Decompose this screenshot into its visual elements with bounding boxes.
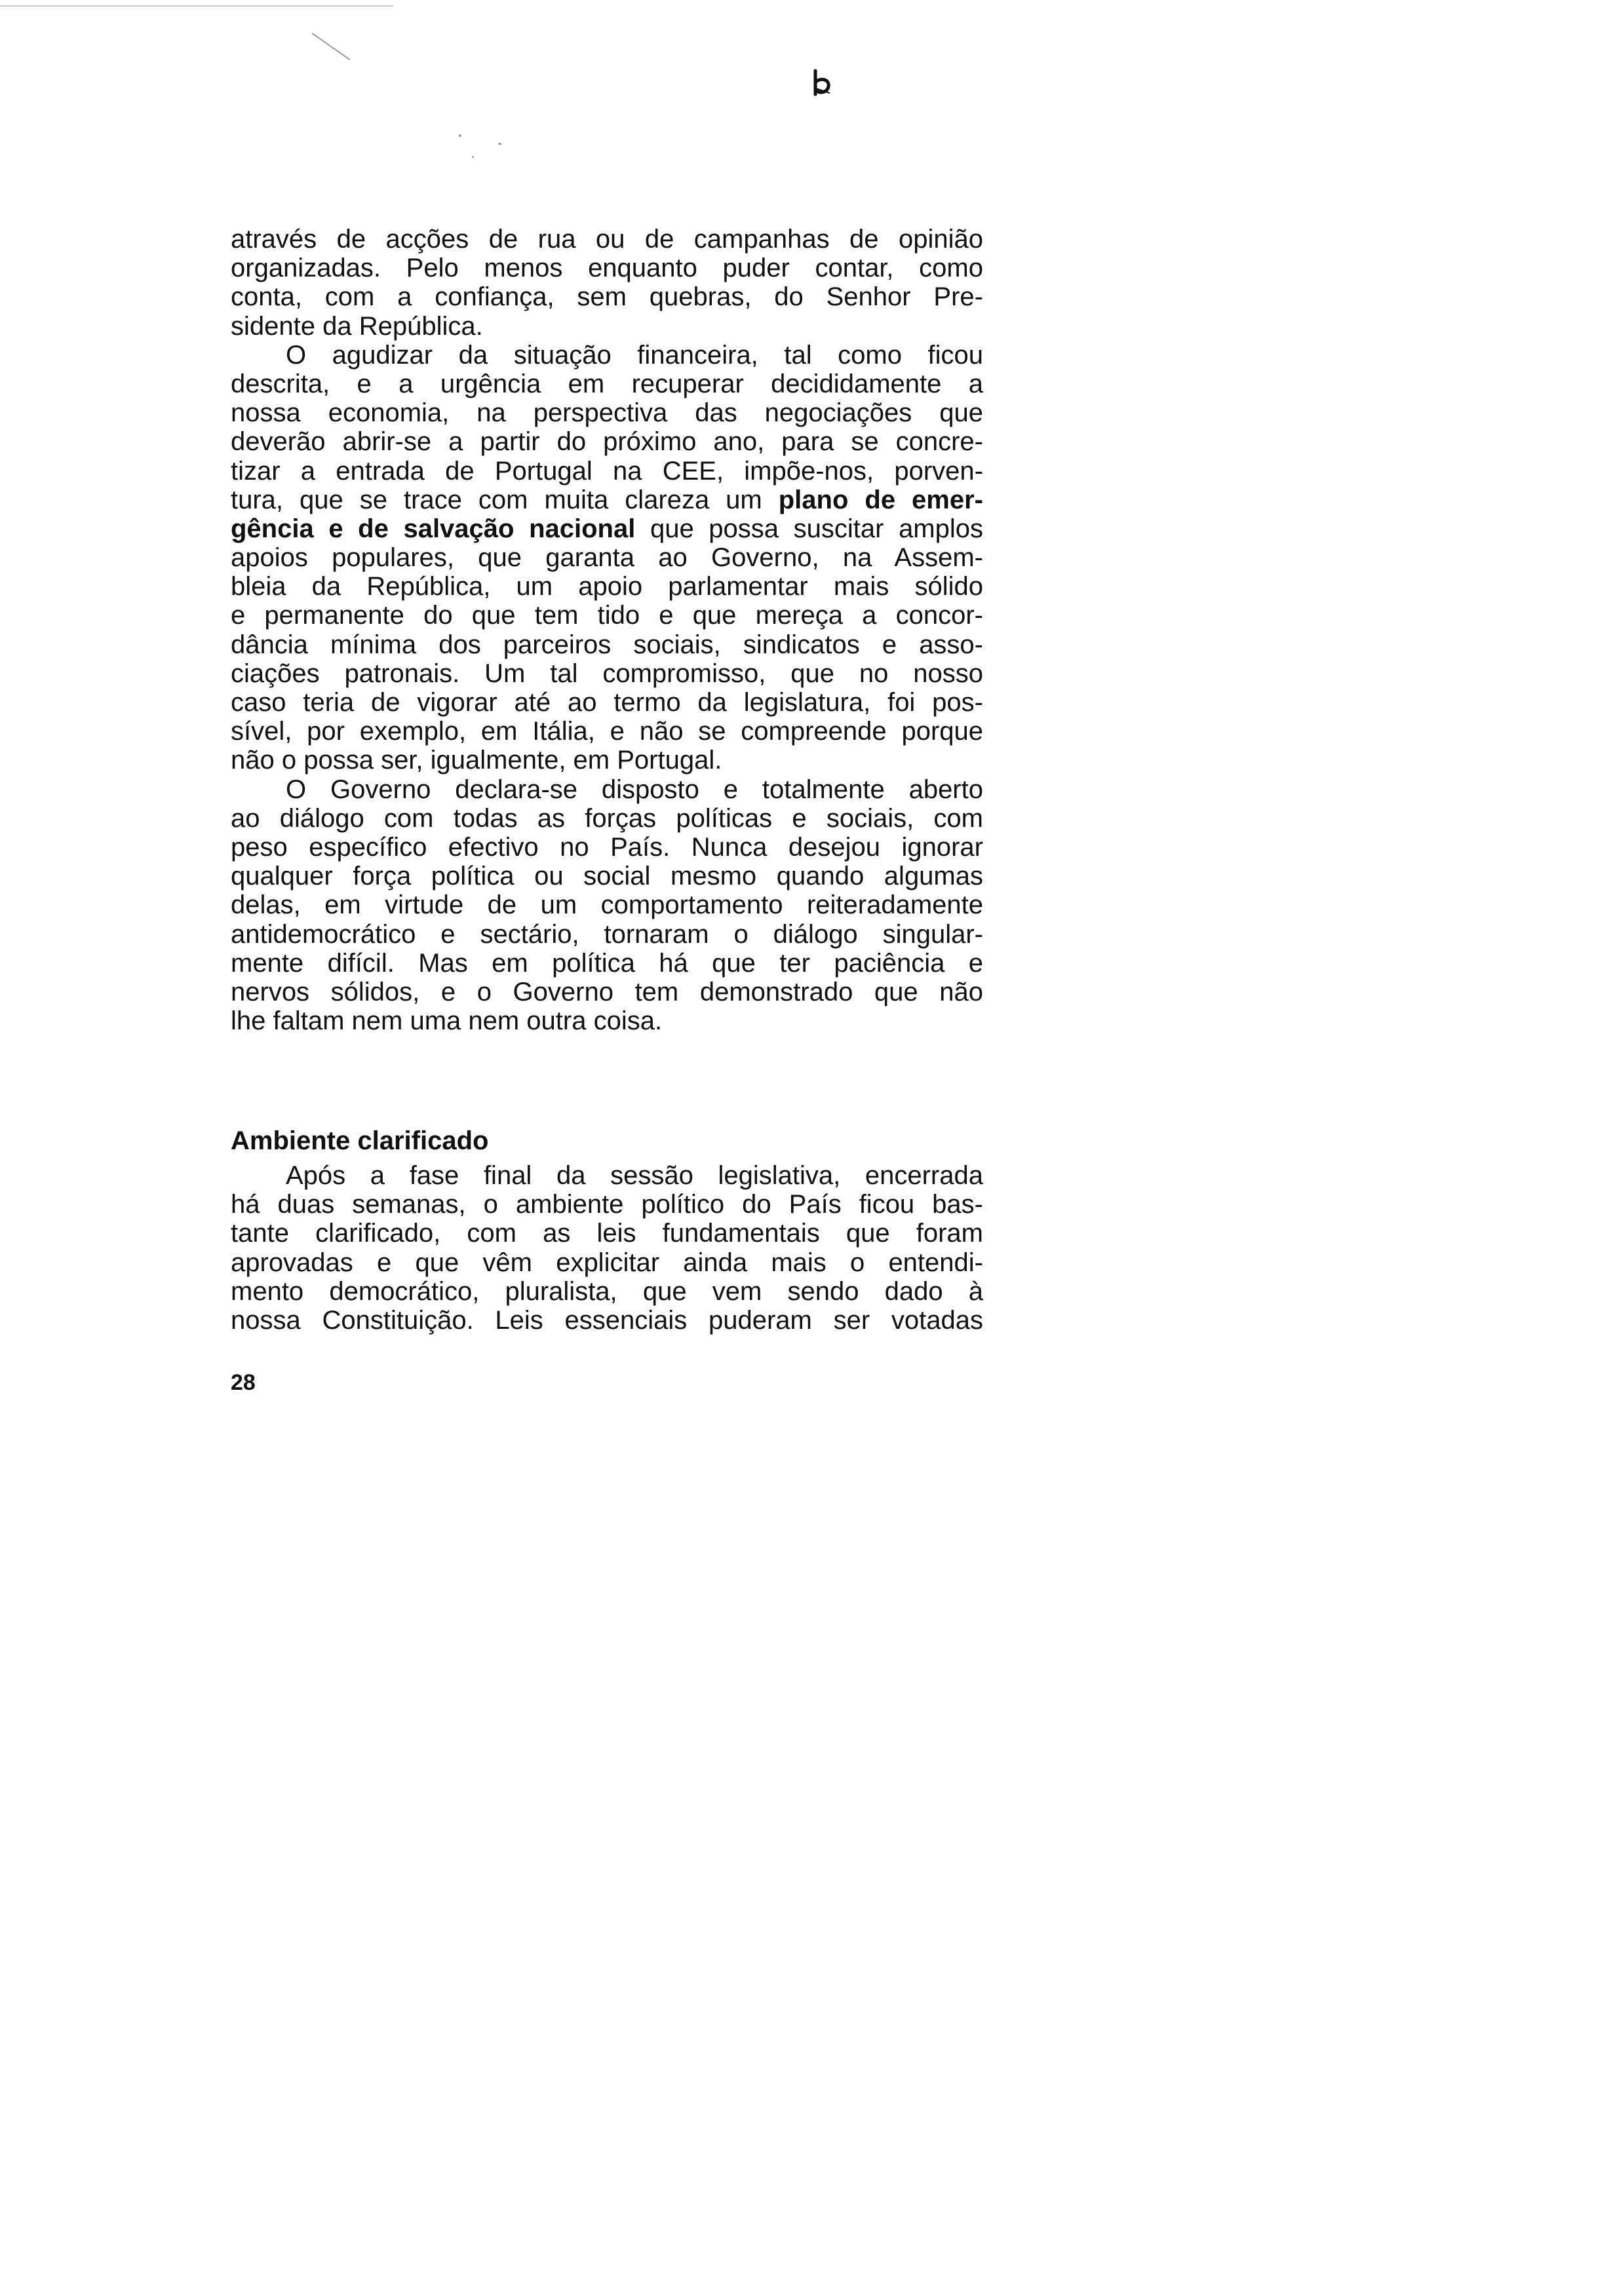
text-line: sível, por exemplo, em Itália, e não se compreende porque xyxy=(231,717,983,746)
text-line: bleia da República, um apoio parlamentar mais sólido xyxy=(231,572,983,602)
text-line: organizadas. Pelo menos enquanto puder contar, como xyxy=(231,254,983,283)
text-line: mente difícil. Mas em política há que ter paciência e xyxy=(231,948,983,978)
text-run: tura, que se trace com muita clareza um xyxy=(231,485,779,514)
bold-phrase: plano de emer- xyxy=(778,485,983,514)
bold-phrase: gência e de salvação nacional xyxy=(231,514,636,543)
text-line: não o possa ser, igualmente, em Portugal. xyxy=(231,746,722,775)
text-line xyxy=(231,486,983,514)
text-line: tizar a entrada de Portugal na CEE, impõe-nos, porven- xyxy=(231,456,983,486)
text-line: deverão abrir-se a partir do próximo ano, para se concre- xyxy=(231,427,983,457)
text-line: Após a fase final da sessão legislativa, encerrada xyxy=(286,1161,983,1190)
text-line: tante clarificado, com as leis fundamentais que foram xyxy=(231,1219,983,1248)
text-line: dância mínima dos parceiros sociais, sindicatos e asso- xyxy=(231,630,983,659)
text-line xyxy=(231,514,983,543)
text-line: O Governo declara-se disposto e totalmente aberto xyxy=(286,775,983,804)
text-line: e permanente do que tem tido e que mereça a concor- xyxy=(231,601,983,630)
text-line: aprovadas e que vêm explicitar ainda mais o entendi- xyxy=(231,1248,983,1277)
text-line: há duas semanas, o ambiente político do País ficou bas- xyxy=(231,1190,983,1219)
paragraph xyxy=(231,1161,983,1335)
text-line: delas, em virtude de um comportamento reiteradamente xyxy=(231,890,983,920)
paragraph xyxy=(231,225,983,341)
text-line: mento democrático, pluralista, que vem sendo dado à xyxy=(231,1276,983,1306)
text-line: peso específico efectivo no País. Nunca desejou ignorar xyxy=(231,832,983,862)
text-line: conta, com a confiança, sem quebras, do Senhor Pre- xyxy=(231,282,983,312)
text-line: nossa Constituição. Leis essenciais puderam ser votadas xyxy=(231,1305,983,1335)
scan-mark xyxy=(312,33,350,60)
text-line: apoios populares, que garanta ao Governo, na Assem- xyxy=(231,543,983,573)
text-line: O agudizar da situação financeira, tal como ficou xyxy=(286,340,983,370)
text-line: descrita, e a urgência em recuperar decididamente a xyxy=(231,369,983,398)
text-line: antidemocrático e sectário, tornaram o diálogo singular- xyxy=(231,919,983,949)
page-number: 28 xyxy=(231,1370,256,1395)
text-line: ciações patronais. Um tal compromisso, que no nosso xyxy=(231,659,983,688)
scan-edge-line xyxy=(0,5,393,7)
scan-mark xyxy=(498,143,501,145)
paragraph xyxy=(231,341,983,775)
text-run: que possa suscitar amplos xyxy=(635,514,984,543)
scan-mark xyxy=(472,156,474,158)
text-line: caso teria de vigorar até ao termo da legislatura, foi pos- xyxy=(231,688,983,717)
section-body-text xyxy=(231,1161,983,1335)
text-line: lhe faltam nem uma nem outra coisa. xyxy=(231,1006,663,1036)
text-line: nossa economia, na perspectiva das negociações que xyxy=(231,398,983,428)
section-heading: Ambiente clarificado xyxy=(231,1126,489,1156)
paragraph xyxy=(231,775,983,1036)
text-line: nervos sólidos, e o Governo tem demonstrado que não xyxy=(231,977,983,1006)
text-line: através de acções de rua ou de campanhas de opinião xyxy=(231,225,983,254)
text-line: sidente da República. xyxy=(231,311,483,341)
body-text-column xyxy=(231,225,983,1035)
text-line: qualquer força política ou social mesmo quando algumas xyxy=(231,862,983,891)
handwritten-mark-icon xyxy=(810,68,834,97)
scan-mark xyxy=(459,134,461,137)
text-line: ao diálogo com todas as forças políticas e sociais, com xyxy=(231,803,983,833)
